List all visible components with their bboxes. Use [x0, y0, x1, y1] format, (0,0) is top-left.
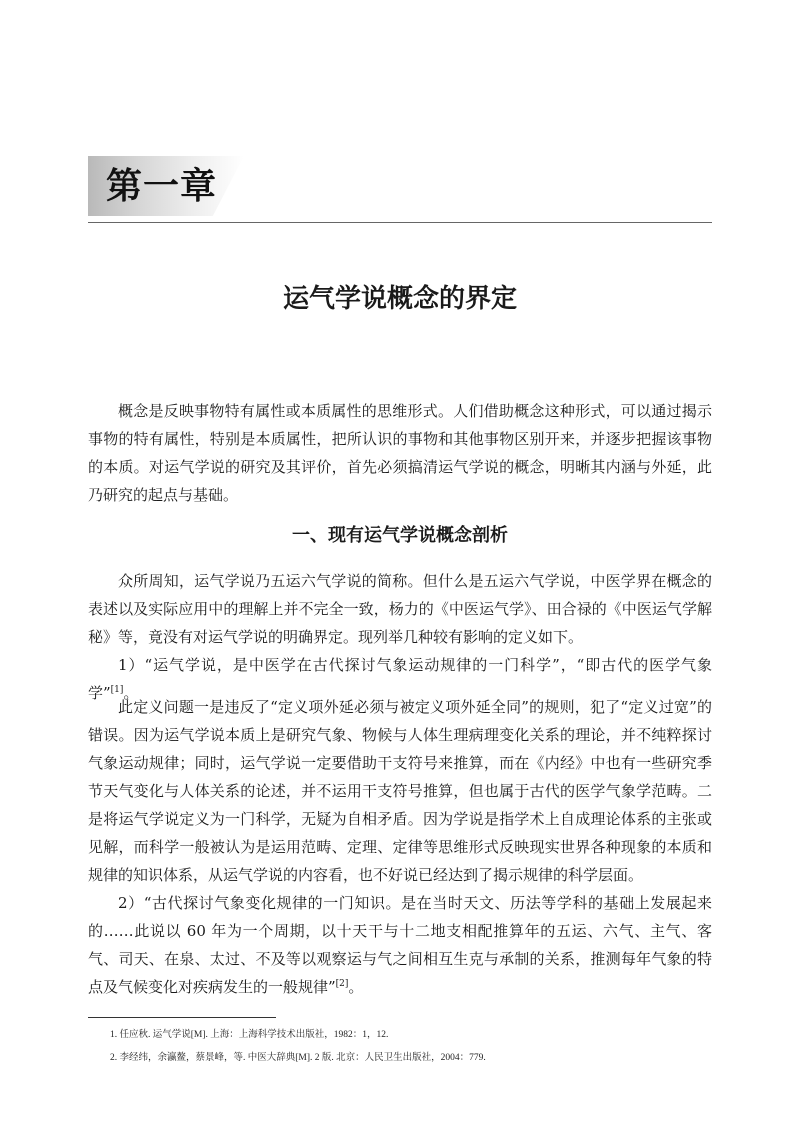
citation-ref[interactable]: [2]: [335, 979, 349, 989]
chapter-divider: [88, 222, 712, 223]
footnotes: [88, 1024, 712, 1070]
punctuation: 。: [123, 684, 139, 702]
page-title: 运气学说概念的界定: [282, 284, 517, 314]
footnote-item: 2. 李经纬，余瀛鳌，蔡景峰，等. 中医大辞典[M]. 2 版. 北京：人民卫生出版社，2004：779.: [110, 1053, 486, 1063]
body-paragraph: 此定义问题一是违反了“定义项外延必须与被定义项外延全同”的规则，犯了“定义过宽”的错误。因为运气学说本质上是研究气象、物候与人体生理病理变化关系的理论，并不纯粹探讨气象运动规律；同时，运气学说一定要借助干支符号来推算，而在《内经》中也有一些研究季节天气变化与人体关系的论述，并不运用干支符号推算，但也属于古代的医学气象学范畴。二是将运气学说定义为一门科学，无疑为自相矛盾。因为学说是指学术上自成理论体系的主张或见解，而科学一般被认为是运用范畴、定理、定律等思维形式反映现实世界各种现象的本质和规律的知识体系，从运气学说的内容看，也不好说已经达到了揭示规律的科学层面。: [88, 698, 712, 884]
footnote-item: 1. 任应秋. 运气学说[M]. 上海：上海科学技术出版社，1982：1，12.: [110, 1030, 389, 1040]
definition-text: 2）“古代探讨气象变化规律的一门知识。是在当时天文、历法等学科的基础上发展起来的……此说以 60 年为一个周期，以十天干与十二地支相配推算年的五运、六气、主气、客气、司天、在泉、太过、不及等以观察运与气之间相互生克与承制的关系，推测每年气象的特点及气候变化对疾病发生的一般规律”: [88, 894, 712, 996]
citation-ref[interactable]: [1]: [110, 685, 124, 695]
definition-text: 1）“运气学说，是中医学在古代探讨气象运动规律的一门科学”，“即古代的医学气象学”: [88, 656, 712, 702]
body-paragraph: 众所周知，运气学说乃五运六气学说的简称。但什么是五运六气学说，中医学界在概念的表述以及实际应用中的理解上并不完全一致，杨力的《中医运气学》、田合禄的《中医运气学解秘》等，竟没有对运气学说的明确界定。现列举几种较有影响的定义如下。: [88, 572, 712, 646]
definition-paragraph-2: [88, 889, 712, 1001]
intro-paragraph: 概念是反映事物特有属性或本质属性的思维形式。人们借助概念这种形式，可以通过揭示事物的特有属性，特别是本质属性，把所认识的事物和其他事物区别开来，并逐步把握该事物的本质。对运气学说的研究及其评价，首先必须搞清运气学说的概念，明晰其内涵与外延，此乃研究的起点与基础。: [88, 402, 712, 504]
section-heading: 一、现有运气学说概念剖析: [292, 525, 508, 546]
chapter-label: 第一章: [106, 165, 218, 207]
footnote-divider: [88, 1017, 276, 1018]
punctuation: 。: [348, 978, 364, 996]
